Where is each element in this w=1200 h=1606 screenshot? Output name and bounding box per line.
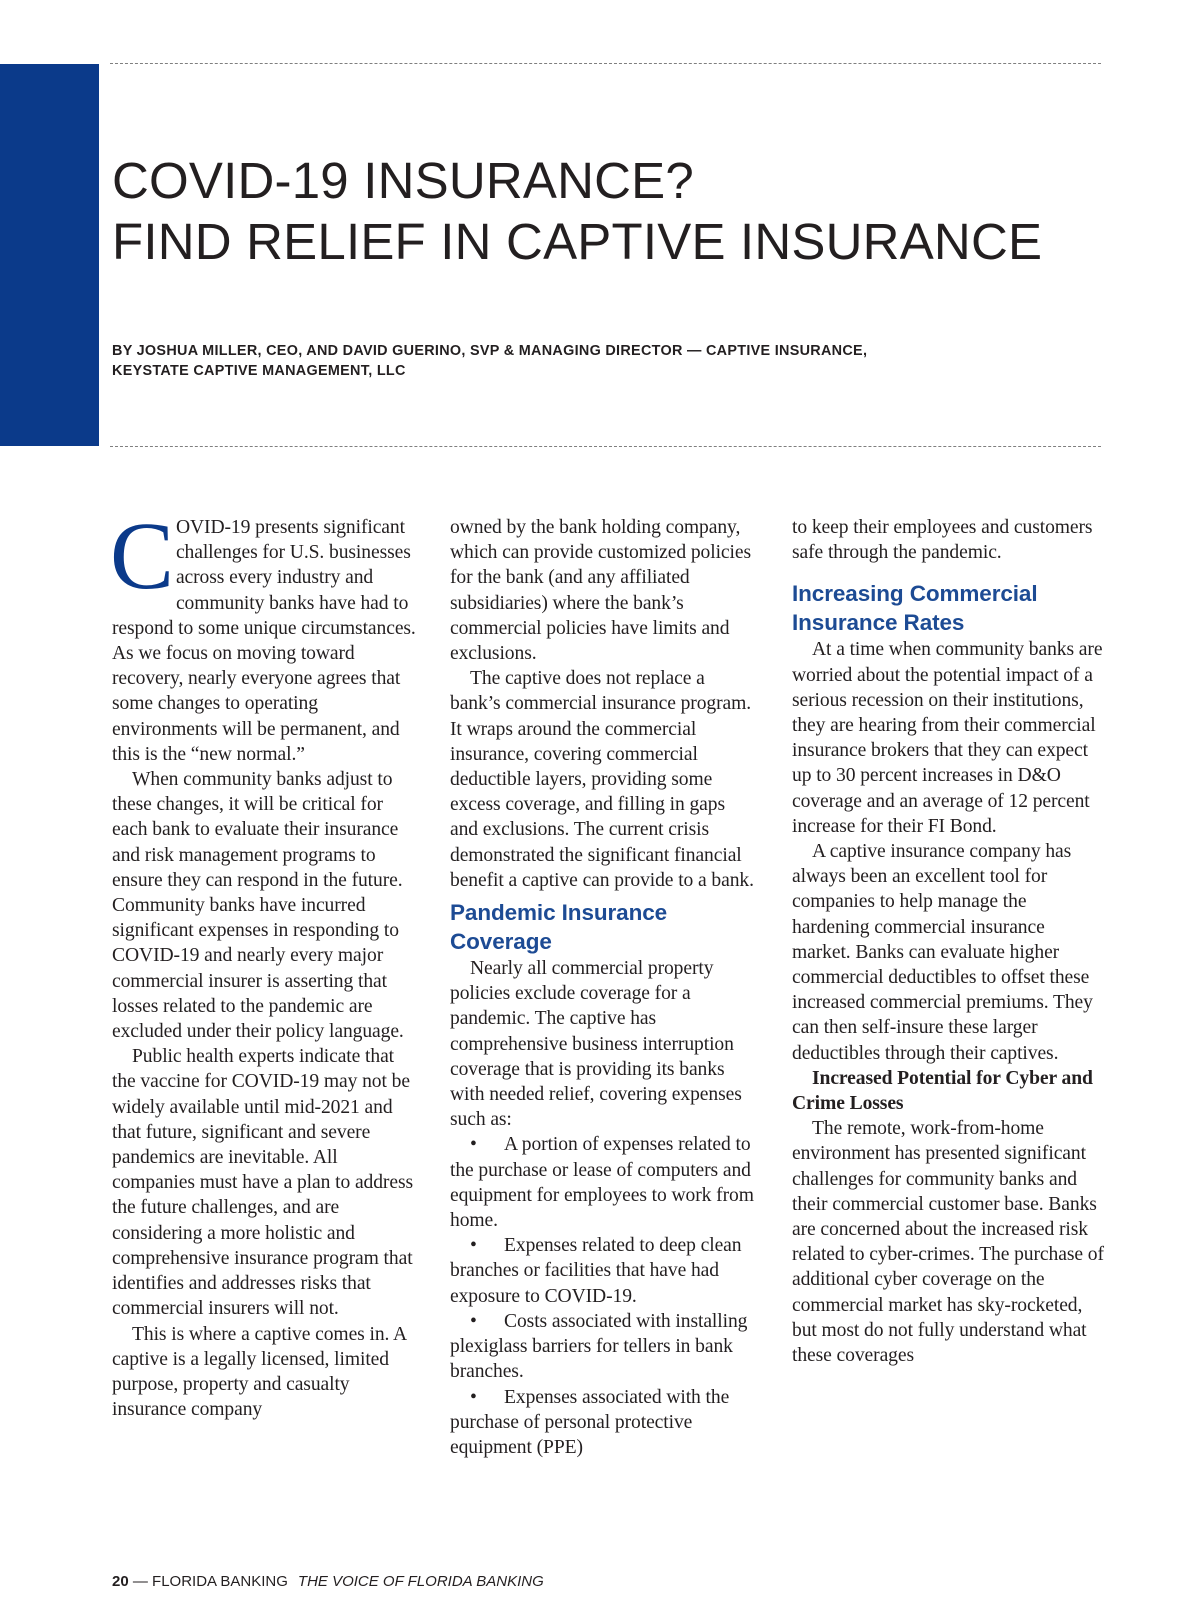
paragraph: The remote, work-from-home environment has presented significant challenges for community banks and their commercial customer base. Banks are concerned about the increased risk related to cyber-crimes. The purchase of additional cyber coverage on the commercial market has sky-rocketed, but most do not fully understand what these coverages	[792, 1118, 1104, 1367]
bullet-text: A portion of expenses related to the purchase or lease of computers and equipment for employees to work from home.	[450, 1134, 754, 1232]
title-line-2: FIND RELIEF IN CAPTIVE INSURANCE	[112, 213, 1043, 270]
author-byline	[112, 341, 867, 381]
top-dashed-rule	[110, 63, 1101, 64]
paragraph: This is where a captive comes in. A captive is a legally licensed, limited purpose, property and casualty insurance company	[112, 1323, 407, 1421]
byline-line-1: BY JOSHUA MILLER, CEO, AND DAVID GUERINO, SVP & MANAGING DIRECTOR — CAPTIVE INSURANCE,	[112, 343, 868, 359]
bottom-dashed-rule	[110, 446, 1101, 447]
paragraph: Public health experts indicate that the vaccine for COVID-19 may not be widely available until mid-2021 and that future, significant and severe pandemics are inevitable. All companies must have a plan to address the future challenges, and are considering a more holistic and comprehensive insurance program that identifies and addresses risks that commercial insurers will not.	[112, 1046, 414, 1320]
heading-line: Pandemic Insurance	[450, 900, 668, 926]
bullet-text: Costs associated with installing plexiglass barriers for tellers in bank branches.	[450, 1310, 748, 1383]
intro-paragraph	[110, 502, 418, 767]
bullet-text: Expenses associated with the purchase of personal protective equipment (PPE)	[450, 1386, 730, 1458]
bullet-glyph: •	[470, 1134, 477, 1156]
paragraph: A captive insurance company has always been an excellent tool for companies to help manage the hardening commercial insurance market. Banks can evaluate higher commercial deductibles to offset these increased commercial premiums. They can then self-insure these larger deductibles through their captives.	[792, 841, 1093, 1064]
section-heading-pandemic	[450, 898, 757, 956]
bullet-glyph: •	[470, 1235, 477, 1257]
paragraph: owned by the bank holding company, which can provide customized policies for the bank (and any affiliated subsidiaries) where the bank’s commercial policies have limits and exclusions.	[450, 517, 751, 665]
paragraph: Nearly all commercial property policies exclude coverage for a pandemic. The captive has comprehensive business interruption coverage that is providing its banks with needed relief, covering expenses such as:	[450, 958, 742, 1131]
title-line-1: COVID-19 INSURANCE?	[112, 152, 694, 209]
publication-tagline: THE VOICE OF FLORIDA BANKING	[297, 1573, 544, 1590]
section-heading-rates	[792, 579, 1104, 637]
byline-line-2: KEYSTATE CAPTIVE MANAGEMENT, LLC	[112, 363, 406, 379]
heading-line: Coverage	[450, 929, 552, 955]
page-number: 20	[112, 1573, 129, 1590]
page-footer	[112, 1573, 544, 1590]
article-title	[112, 150, 1042, 272]
bullet-item	[450, 1385, 757, 1461]
publication-name: FLORIDA BANKING	[152, 1573, 288, 1590]
footer-dash: —	[128, 1573, 153, 1590]
paragraph: When community banks adjust to these changes, it will be critical for each bank to evaluate their insurance and risk management programs to ensure they can respond in the future. Community banks have incurred significant expenses in responding to COVID-19 and nearly every major commercial insurer is asserting that losses related to the pandemic are excluded under their policy language.	[112, 769, 404, 1043]
bullet-glyph: •	[470, 1310, 477, 1332]
heading-line: Insurance Rates	[792, 610, 965, 636]
bullet-item	[450, 1132, 757, 1233]
column-3	[792, 515, 1104, 1368]
paragraph: to keep their employees and customers safe through the pandemic.	[792, 517, 1093, 564]
bullet-item	[450, 1309, 757, 1385]
bullet-item	[450, 1233, 757, 1309]
bullet-text: Expenses related to deep clean branches or facilities that have had exposure to COVID-19.	[450, 1235, 742, 1307]
intro-text: OVID-19 presents significant challenges for U.S. businesses across every industry and community banks have had to respond to some unique circumstances. As we focus on moving toward recovery, nearly everyone agrees that some changes to operating environments will be permanent, and this is the “new normal.”	[112, 517, 416, 765]
heading-line: Increasing Commercial	[792, 581, 1038, 607]
column-2	[450, 515, 757, 1460]
bullet-glyph: •	[470, 1386, 477, 1408]
drop-cap: C	[110, 502, 174, 609]
paragraph: At a time when community banks are worried about the potential impact of a serious recession on their institutions, they are hearing from their commercial insurance brokers that they can expect up to 30 percent increases in D&O coverage and an average of 12 percent increase for their FI Bond.	[792, 639, 1103, 837]
accent-color-band	[0, 64, 99, 446]
paragraph: The captive does not replace a bank’s commercial insurance program. It wraps around the commercial insurance, covering commercial deductible layers, providing some excess coverage, and filling in gaps and exclusions. The current crisis demonstrated the significant financial benefit a captive can provide to a bank.	[450, 668, 754, 891]
bold-subheading-cyber: Increased Potential for Cyber and Crime Losses	[792, 1067, 1093, 1115]
column-1	[110, 502, 418, 1422]
